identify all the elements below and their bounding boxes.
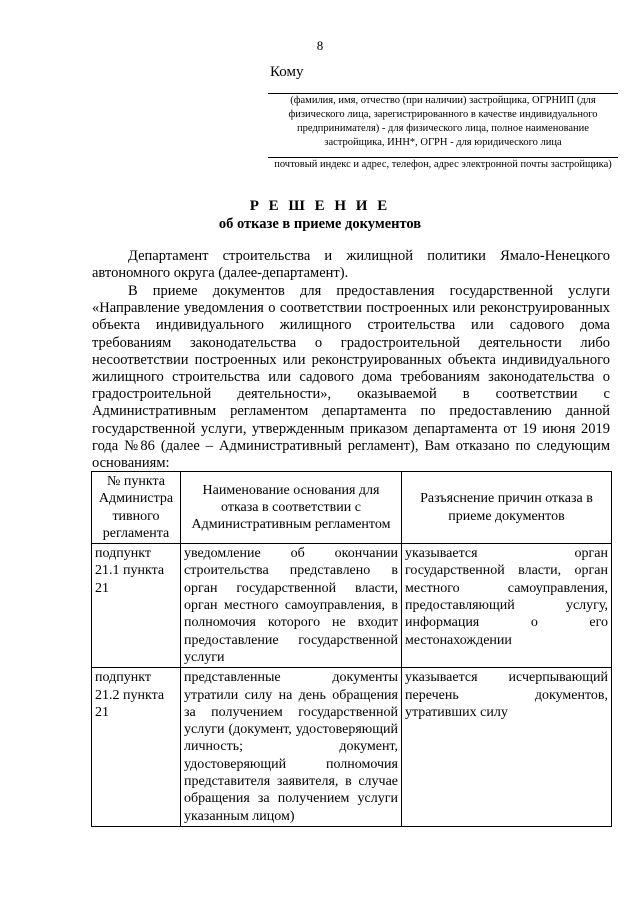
row-explanation: указывается исчерпывающий перечень документов, утративших силу <box>402 668 612 827</box>
page-number: 8 <box>316 38 324 53</box>
header-item-number: № пункта Администра тивного регламента <box>92 472 181 544</box>
header-explanation: Разъяснение причин отказа в приеме документов <box>402 472 612 544</box>
decision-subtitle: об отказе в приеме документов <box>218 216 422 232</box>
table-header-row <box>92 472 612 544</box>
row-refusal-basis: представленные документы утратили силу на день обращения за получением государственной услуги (документ, удостоверяющий личность; документ, удостоверяющий полномочия представителя заявителя, в случае обращения за получением услуги указанным лицом) <box>181 668 402 827</box>
table-row <box>92 544 612 668</box>
decision-title: Р Е Ш Е Н И Е <box>249 198 391 214</box>
header-refusal-basis: Наименование основания для отказа в соответствии с Административным регламентом <box>181 472 402 544</box>
row-item-number: подпункт 21.1 пункта 21 <box>92 544 181 668</box>
refusal-reasons-table <box>91 471 612 827</box>
recipient-label: Кому <box>270 64 304 80</box>
table-row <box>92 668 612 827</box>
row-item-number: подпункт 21.2 пункта 21 <box>92 668 181 827</box>
refusal-paragraph: В приеме документов для предоставления государственной услуги «Направление уведомления о соответствии построенных или реконструированных объекта индивидуального жилищного строительства или садового дома требованиям законодательства о градостроительной деятельности либо несоответствии построенных или реконструированных объекта индивидуального жилищного строительства или садового дома требованиям законодательства о градостроительной деятельности», оказываемой в соответствии с Административным регламентом департамента по предоставлению данной государственной услуги, утвержденным приказом департамента от 19 июня 2019 года №86 (далее – Административный регламент), Вам отказано по следующим основаниям: <box>92 283 610 472</box>
recipient-address-note: почтовый индекс и адрес, телефон, адрес электронной почты застройщика) <box>274 159 612 170</box>
row-refusal-basis: уведомление об окончании строительства представлено в орган государственной власти, орган местного самоуправления, в полномочия которого не входит предоставление государственной услуги <box>181 544 402 668</box>
recipient-name-note: (фамилия, имя, отчество (при наличии) застройщика, ОГРНИП (для физического лица, зарегистрированного в качестве индивидуального предпринимателя) - для физического лица, полное наименование застройщика, ИНН*, ОГРН - для юридического лица <box>288 95 598 148</box>
row-explanation: указывается орган государственной власти, орган местного самоуправления, предоставляющий услугу, информация о его местонахождении <box>402 544 612 668</box>
department-paragraph: Департамент строительства и жилищной политики Ямало-Ненецкого автономного округа (далее-департамент). <box>92 248 610 282</box>
